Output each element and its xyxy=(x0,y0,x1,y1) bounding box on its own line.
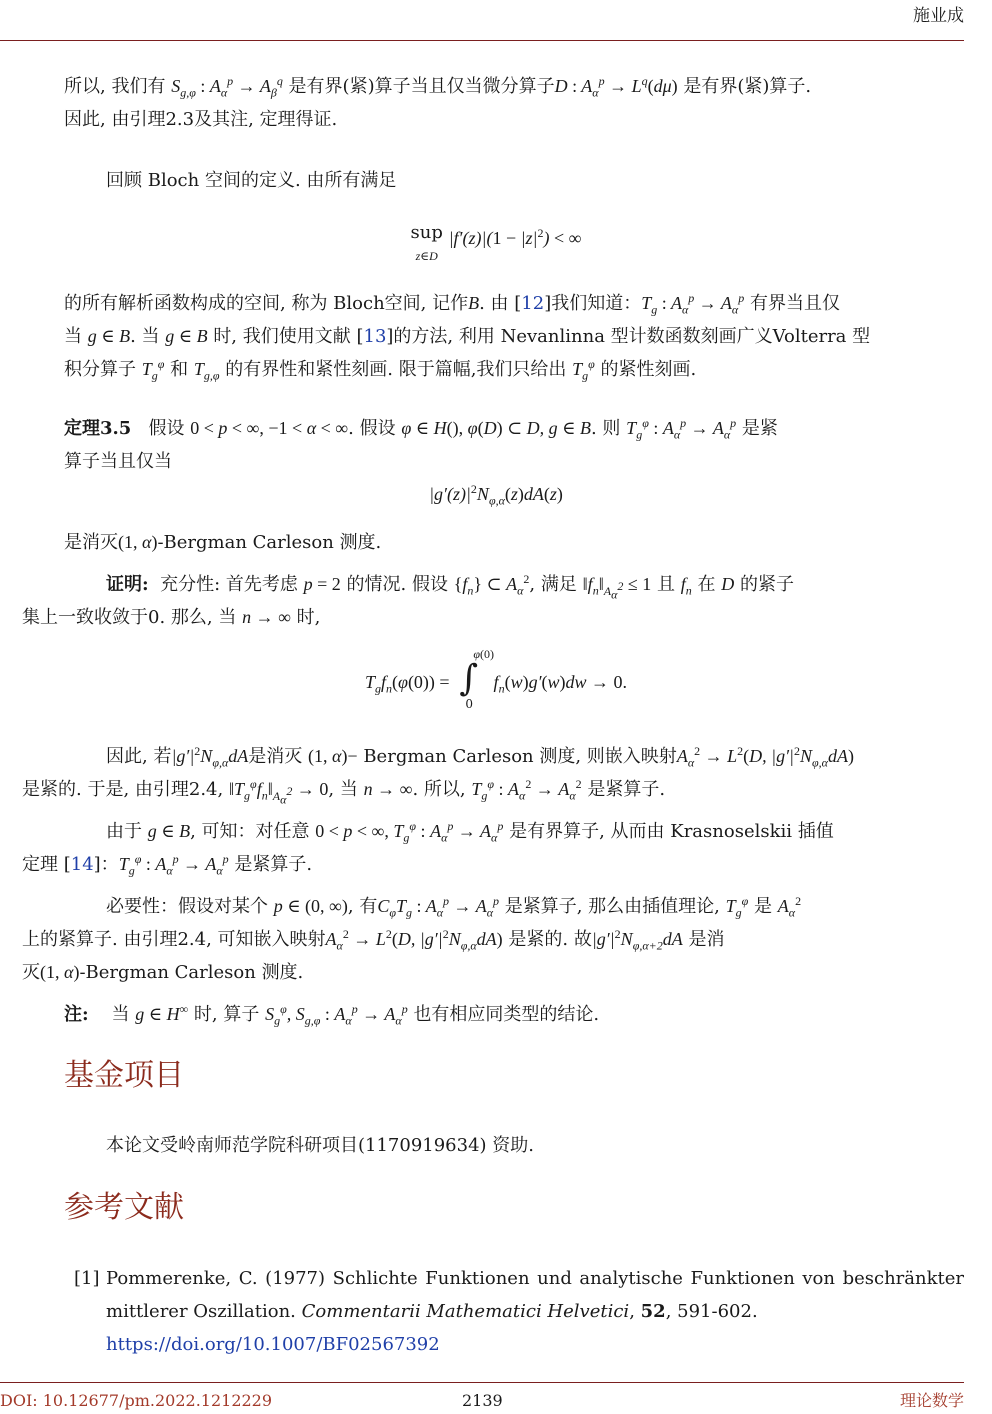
reference-doi-link[interactable]: https://doi.org/10.1007/BF02567392 xyxy=(106,1334,440,1355)
text: 也有相应同类型的结论. xyxy=(413,1004,600,1025)
theorem-label: 定理3.5 xyxy=(64,418,132,439)
equation-bloch-sup: sup z∈D $|f'(z)|(1 - |z|^2)$ < ∞ xyxy=(410,222,582,263)
text: 是消 xyxy=(688,929,725,950)
text: 当 xyxy=(64,326,82,347)
text: 和 xyxy=(170,359,189,380)
text: 所以, 我们有 xyxy=(64,76,166,97)
footer-doi[interactable]: DOI: 10.12677/pm.2022.1212229 xyxy=(0,1391,273,1410)
text: 假设 xyxy=(148,418,185,439)
text: 在 xyxy=(697,574,716,595)
section-title-funding: 基金项目 xyxy=(64,1058,184,1093)
text: . 则 xyxy=(590,418,621,439)
header-rule xyxy=(0,40,964,41)
text: 的所有解析函数构成的空间, 称为 Bloch空间, 记作 xyxy=(64,293,469,314)
footer-rule xyxy=(0,1382,964,1383)
section-title-references: 参考文献 xyxy=(64,1190,184,1225)
page-number: 2139 xyxy=(462,1391,503,1410)
text: 且 xyxy=(657,574,676,595)
text: 的紧子 xyxy=(739,574,794,595)
theorem-conclusion: 是消灭(1, α)-Bergman Carleson 测度. xyxy=(64,532,382,553)
proof-interpolation: 由于 g ∈ B, 可知：对任意 0 < p < ∞, $T_g^\varphi$ : $A_\alpha^p \to A_\alpha^p$ 是有界算子, 从而由 Krasnoselskii 插值 定理 [14]：$T_g^\varphi$ : $A_\alpha^p \to A_\alpha^p$ 是紧算子. xyxy=(22,819,834,878)
text: 灭 xyxy=(22,962,40,983)
text: 的有界性和紧性刻画. 限于篇幅,我们只给出 xyxy=(225,359,567,380)
theorem-3-5: 定理3.5 假设 0 < p < ∞, −1 < α < ∞. 假设 φ ∈ H(), φ(D) ⊂ D, g ∈ B. 则 $T_g^\varphi$ : $A_\alpha^p \to A_\alpha^p$ 是紧 算子当且仅当 xyxy=(64,416,778,472)
reference-number: [1] xyxy=(74,1268,100,1289)
proof-compact-embedding: 因此, 若$|g'|^2N_{\varphi,\alpha}dA$是消灭 (1, α)− Bergman Carleson 测度, 则嵌入映射$A_\alpha^2 \to L^2(D$, $|g'|^2N_{\varphi,\alpha}dA$) 是紧的. 于是, 由引理2.4, $‖T_g^\varphi f_n‖_{A_\alpha^2} \to 0$, 当 n → ∞. 所以, $T_g^\varphi$ : $A_\alpha^2 \to A_\alpha^2$ 是紧算子. xyxy=(22,744,854,806)
citation-link[interactable]: 12 xyxy=(521,293,545,314)
text: . 所以, xyxy=(412,779,466,800)
text: 是紧算子. xyxy=(234,854,313,875)
text: 定理 [ xyxy=(22,854,71,875)
text: , 有 xyxy=(347,896,378,917)
text: , 可知：对任意 xyxy=(190,821,310,842)
text: 是紧算子, 那么由插值理论, xyxy=(504,896,720,917)
paragraph-conclusion xyxy=(64,70,964,136)
text: 时, 我们使用文献 [ xyxy=(213,326,364,347)
text: 是紧 xyxy=(741,418,778,439)
text: -Bergman Carleson 测度. xyxy=(157,532,382,553)
text: 必要性：假设对某个 xyxy=(106,896,268,917)
text: 当 xyxy=(111,1004,130,1025)
text: 时, xyxy=(296,607,321,628)
reference-entry: Pommerenke, C. (1977) Schlichte Funktionen und analytische Funktionen von beschränkter mittlerer Oszillation. Commentarii Mathematici Helvetici, 52, 591-602. https://doi.org/10.1007/BF02567392 xyxy=(106,1268,964,1355)
text: -Bergman Carleson 测度. xyxy=(79,962,304,983)
text: , 当 xyxy=(328,779,358,800)
text: 的紧性刻画. xyxy=(600,359,697,380)
text: 的情况. 假设 xyxy=(346,574,448,595)
text: 是紧算子. xyxy=(587,779,666,800)
text: 因此, 由引理2.3及其注, 定理得证. xyxy=(64,109,338,130)
text: 有界当且仅 xyxy=(749,293,840,314)
text: . 假设 xyxy=(348,418,396,439)
text: 充分性: 首先考虑 xyxy=(160,574,298,595)
text: ]我们知道： xyxy=(544,293,642,314)
text: . 当 xyxy=(130,326,160,347)
text: 是 xyxy=(754,896,773,917)
text: 积分算子 xyxy=(64,359,136,380)
text: Bergman Carleson 测度, 则嵌入映射 xyxy=(363,746,677,767)
math: $S_{g,\varphi}$ : $A_\alpha^p \to A_\beta^q$ xyxy=(171,74,283,100)
text: 是有界(紧)算子当且仅当微分算子 xyxy=(288,76,555,97)
footer-journal-name: 理论数学 xyxy=(899,1391,964,1410)
text: 集上一致收敛于0. 那么, 当 xyxy=(22,607,237,628)
text: 是消灭 xyxy=(248,746,303,767)
text: 是消灭 xyxy=(64,532,118,553)
reference-journal: Commentarii Mathematici Helvetici xyxy=(301,1301,630,1322)
note-label: 注: xyxy=(64,1004,89,1025)
text: , 满足 xyxy=(529,574,577,595)
citation-link[interactable]: 13 xyxy=(363,326,387,347)
reference-pages: , 591-602. xyxy=(665,1301,758,1322)
proof-sufficiency: 证明: 充分性: 首先考虑 p = 2 的情况. 假设 $\{f_n\}$ ⊂ $A_\alpha^2$, 满足 $‖f_n‖_{A_\alpha^2} \le 1$ 且 $f_n$ 在 D 的紧子 集上一致收敛于0. 那么, 当 n → ∞ 时, xyxy=(22,572,794,628)
reference-volume: 52 xyxy=(640,1301,666,1322)
text: 是紧的. 故 xyxy=(508,929,592,950)
text: ]： xyxy=(93,854,119,875)
equation-integral: $T_gf_n(\varphi(0))$ = ∫ φ(0) 0 $f_n(w)g'(w)dw \to 0$. xyxy=(364,647,628,711)
text: . 由 [ xyxy=(479,293,522,314)
running-header-author: 施业成 xyxy=(913,6,964,26)
proof-necessity: 必要性：假设对某个 p ∈ (0, ∞), 有$C_\varphi T_g$ : $A_\alpha^p \to A_\alpha^p$ 是紧算子, 那么由插值理论, $T_g^\varphi$ 是 $A_\alpha^2$ 上的紧算子. 由引理2.4, 可知嵌入映射$A_\alpha^2 \to L^2(D$, $|g'|^2N_{\varphi,\alpha}dA$) 是紧的. 故$|g'|^2N_{\varphi,\alpha+2}dA$ 是消 灭(1, α)-Bergman Carleson 测度. xyxy=(22,894,802,983)
text: ]的方法, 利用 Nevanlinna 型计数函数刻画广义Volterra 型 xyxy=(386,326,871,347)
paragraph-bloch-intro xyxy=(64,164,964,197)
paragraph-bloch-space: 的所有解析函数构成的空间, 称为 Bloch空间, 记作B. 由 [12]我们知道：$T_g$ : $A_\alpha^p \to A_\alpha^p$ 有界当且仅 当 g ∈ B. 当 g ∈ B 时, 我们使用文献 [13]的方法, 利用 Nevanlinna 型计数函数刻画广义Volterra 型 积分算子 $T_g^\varphi$ 和 $T_{g,\varphi}$ 的有界性和紧性刻画. 限于篇幅,我们只给出 $T_g^\varphi$ 的紧性刻画. xyxy=(64,291,871,383)
text: 是有界(紧)算子. xyxy=(683,76,812,97)
text: 回顾 Bloch 空间的定义. 由所有满足 xyxy=(106,170,397,191)
citation-link[interactable]: 14 xyxy=(70,854,94,875)
equation-measure: $|g'(z)|^2N_{\varphi,\alpha}(z)dA(z)$ xyxy=(429,482,563,508)
text: 上的紧算子. 由引理2.4, 可知嵌入映射 xyxy=(22,929,326,950)
reference-text: Pommerenke, C. (1977) Schlichte Funktionen und analytische Funktionen von beschränkter mittlerer Oszillation. xyxy=(106,1268,964,1322)
funding-text: 本论文受岭南师范学院科研项目(1170919634) 资助. xyxy=(106,1135,535,1156)
text: 由于 xyxy=(106,821,142,842)
text: 算子当且仅当 xyxy=(64,451,172,472)
text: 因此, 若 xyxy=(106,746,172,767)
text: 是紧的. 于是, 由引理2.4, xyxy=(22,779,224,800)
text: 时, 算子 xyxy=(193,1004,260,1025)
math: D : $A_\alpha^p \to L^q(d\mu)$ xyxy=(554,74,678,100)
text: 是有界算子, 从而由 Krasnoselskii 插值 xyxy=(509,821,834,842)
note: 注: 当 g ∈ H∞ 时, 算子 $S_g^\varphi$, $S_{g,\varphi}$ : $A_\alpha^p \to A_\alpha^p$ 也有相应同类型的结论. xyxy=(64,1002,600,1028)
proof-label: 证明: xyxy=(106,574,149,595)
